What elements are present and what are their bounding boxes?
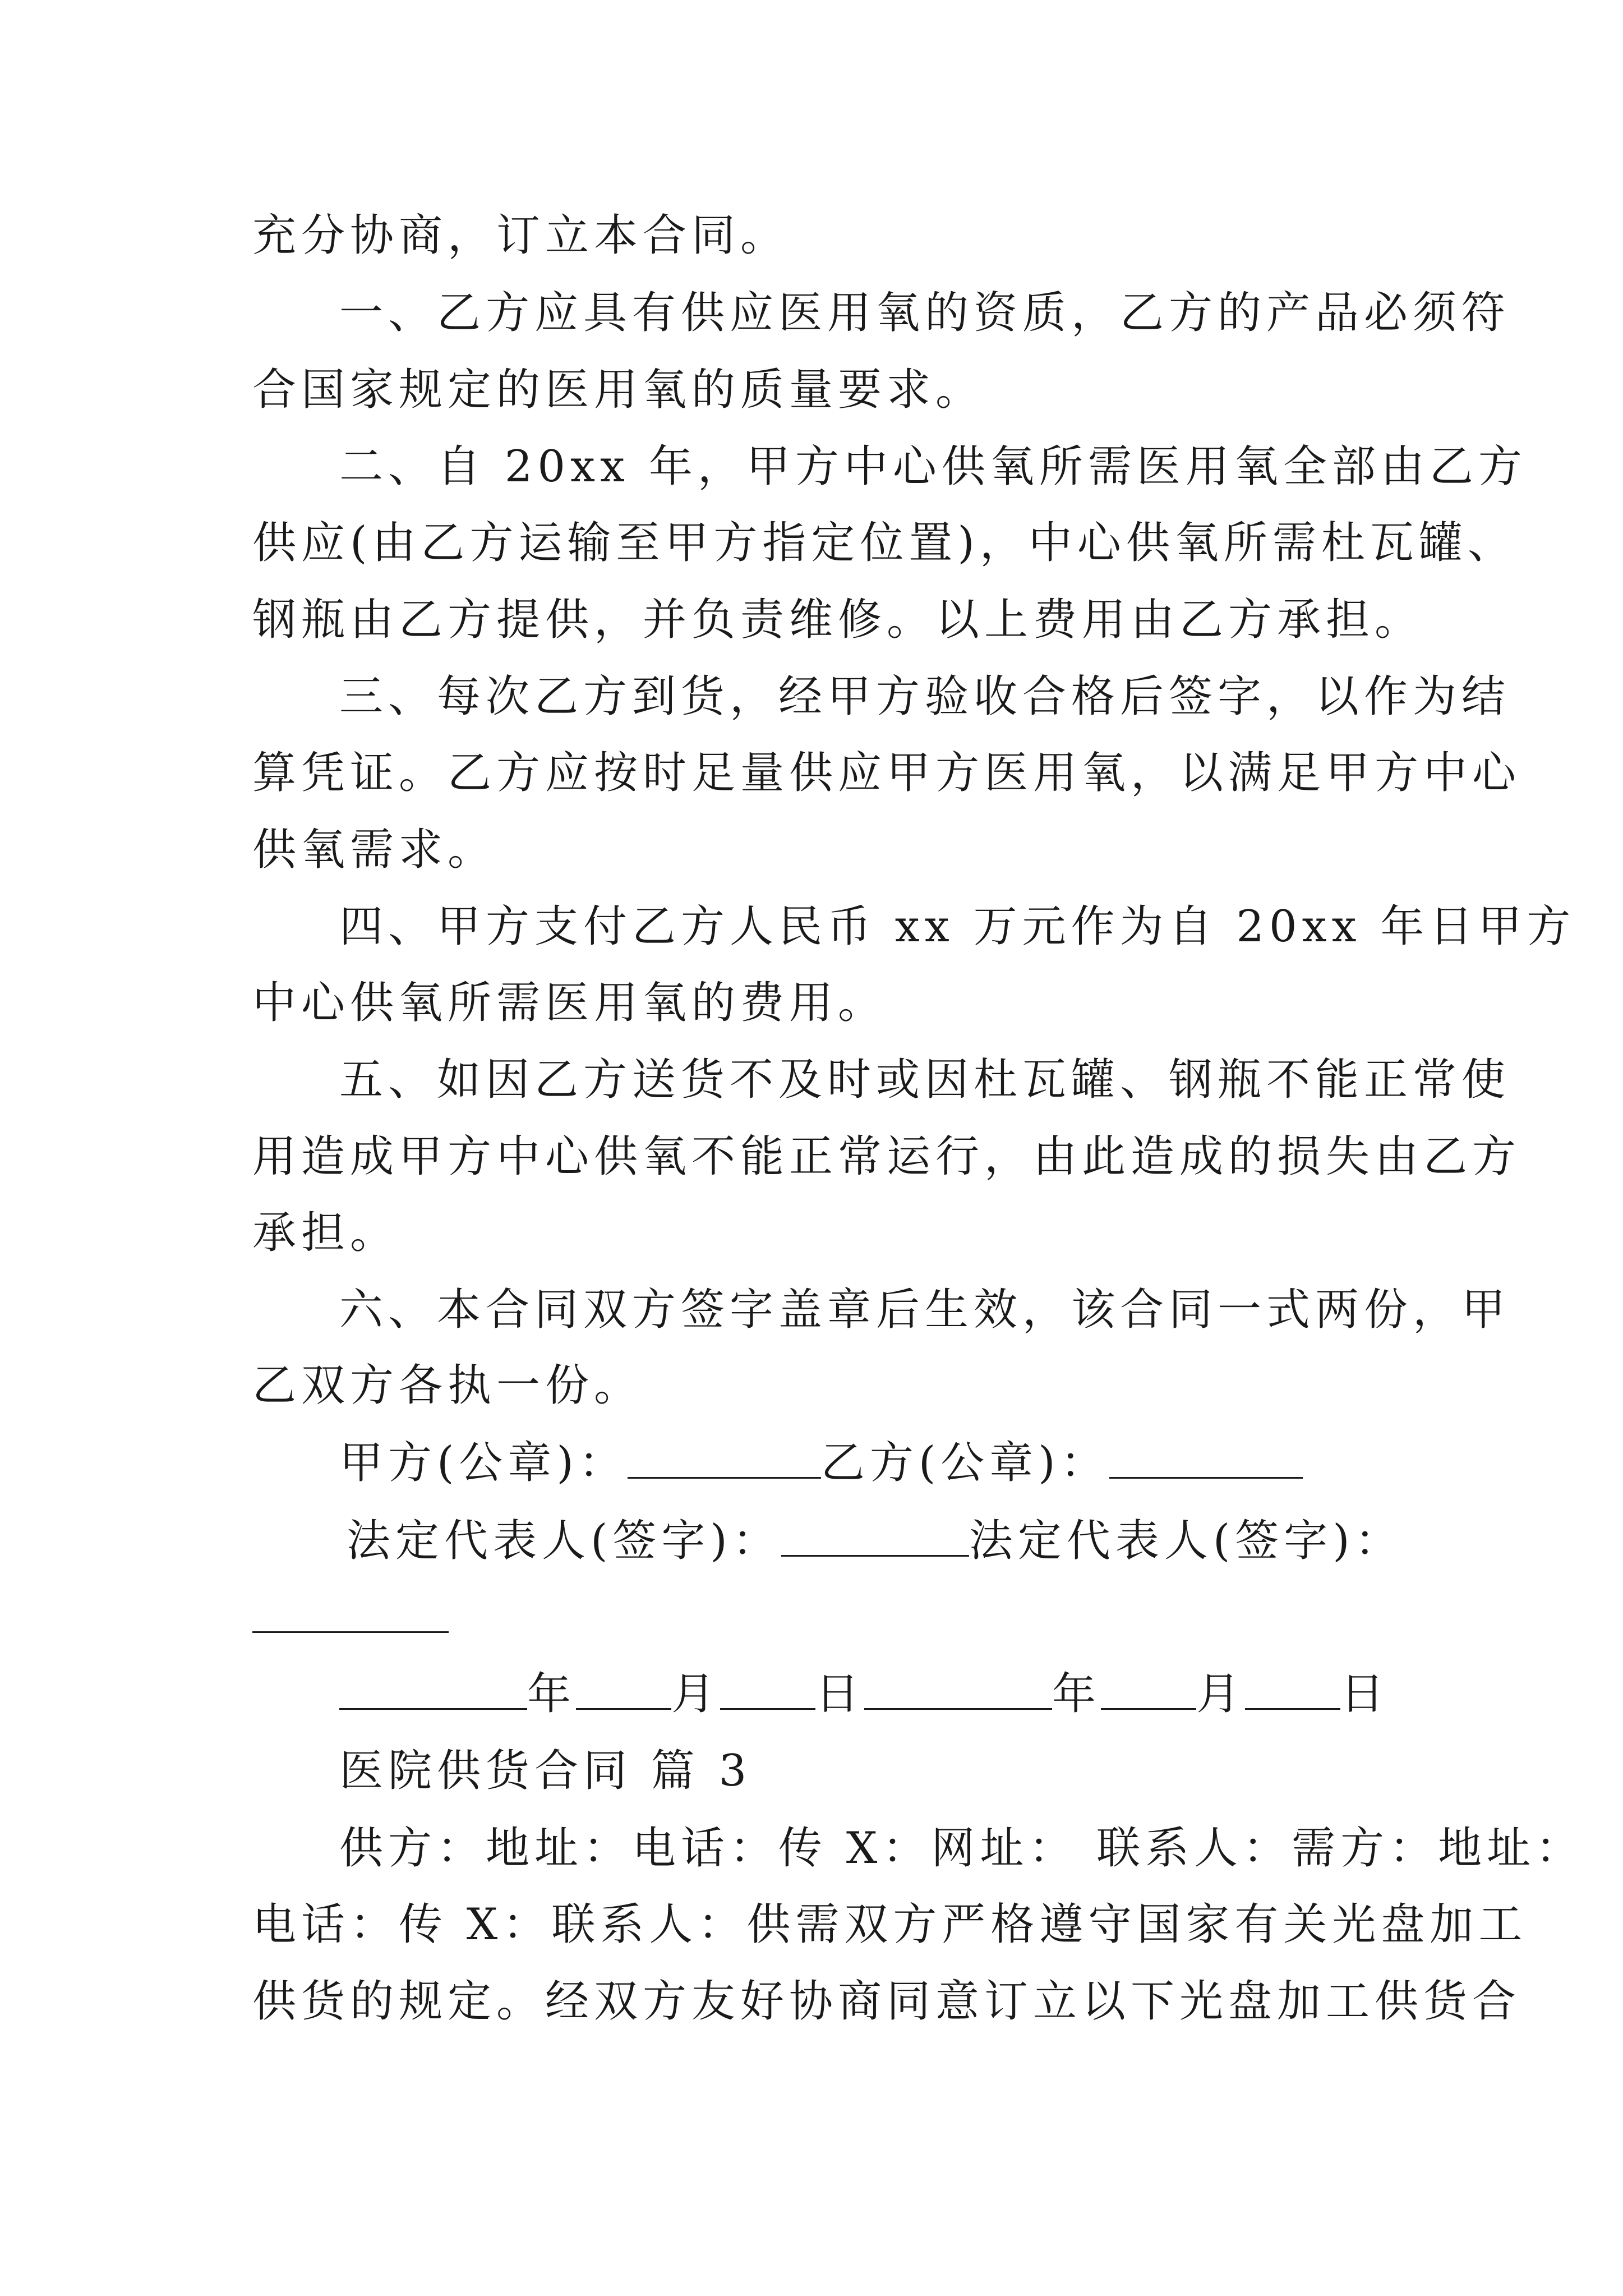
section-text-line: 电话：传 X：联系人：供需双方严格遵守国家有关光盘加工	[252, 1899, 1528, 1950]
clause-1: 一、乙方应具有供应医用氧的资质，乙方的产品必须符	[339, 288, 1511, 338]
date-b-month-blank	[1101, 1666, 1196, 1722]
date-b-day-label: 日	[1340, 1669, 1390, 1719]
date-row	[339, 1666, 1389, 1722]
party-a-seal-label: 甲方(公章)：	[339, 1438, 628, 1488]
rep-continuation-row	[252, 1589, 449, 1645]
date-a-month-blank	[576, 1666, 671, 1722]
section-text-line: 供货的规定。经双方友好协商同意订立以下光盘加工供货合	[252, 1976, 1521, 2027]
party-b-rep-label: 法定代表人(签字)：	[969, 1516, 1404, 1566]
section-title: 医院供货合同 篇 3	[339, 1746, 752, 1796]
date-b-year-blank	[864, 1666, 1052, 1722]
party-b-seal-blank	[1109, 1435, 1303, 1491]
party-b-seal-label: 乙方(公章)：	[820, 1438, 1109, 1488]
date-a-month-label: 月	[671, 1669, 721, 1719]
party-a-rep-label: 法定代表人(签字)：	[347, 1516, 781, 1566]
seal-row	[339, 1435, 1303, 1491]
section-text-line: 供方：地址：电话：传 X：网址： 联系人：需方：地址：	[339, 1823, 1585, 1874]
text-line: 算凭证。乙方应按时足量供应甲方医用氧，以满足甲方中心	[252, 748, 1521, 798]
clause-3: 三、每次乙方到货，经甲方验收合格后签字，以作为结	[339, 671, 1511, 722]
date-b-month-label: 月	[1196, 1669, 1246, 1719]
representative-row	[347, 1513, 1404, 1569]
text-line: 承担。	[252, 1208, 399, 1258]
clause-4: 四、甲方支付乙方人民币 xx 万元作为自 20xx 年日甲方	[339, 901, 1576, 952]
text-line: 用造成甲方中心供氧不能正常运行，由此造成的损失由乙方	[252, 1131, 1521, 1182]
text-line: 供应(由乙方运输至甲方指定位置)，中心供氧所需杜瓦罐、	[252, 518, 1516, 568]
clause-6: 六、本合同双方签字盖章后生效，该合同一式两份，甲	[339, 1285, 1511, 1335]
date-a-year-blank	[339, 1666, 527, 1722]
date-a-day-label: 日	[815, 1669, 865, 1719]
date-b-day-blank	[1245, 1666, 1340, 1722]
text-line: 充分协商，订立本合同。	[252, 210, 790, 261]
date-a-day-blank	[720, 1666, 815, 1722]
text-line: 钢瓶由乙方提供，并负责维修。以上费用由乙方承担。	[252, 595, 1424, 645]
party-a-seal-blank	[628, 1435, 821, 1491]
party-a-rep-blank	[781, 1513, 969, 1569]
text-line: 乙双方各执一份。	[252, 1360, 643, 1411]
party-b-rep-blank	[252, 1589, 449, 1645]
date-b-year-label: 年	[1052, 1669, 1101, 1719]
text-line: 供氧需求。	[252, 825, 497, 875]
clause-2: 二、自 20xx 年，甲方中心供氧所需医用氧全部由乙方	[339, 441, 1527, 492]
text-line: 合国家规定的医用氧的质量要求。	[252, 365, 985, 415]
text-line: 中心供氧所需医用氧的费用。	[252, 978, 887, 1028]
date-a-year-label: 年	[527, 1669, 577, 1719]
clause-5: 五、如因乙方送货不及时或因杜瓦罐、钢瓶不能正常使	[339, 1055, 1511, 1105]
